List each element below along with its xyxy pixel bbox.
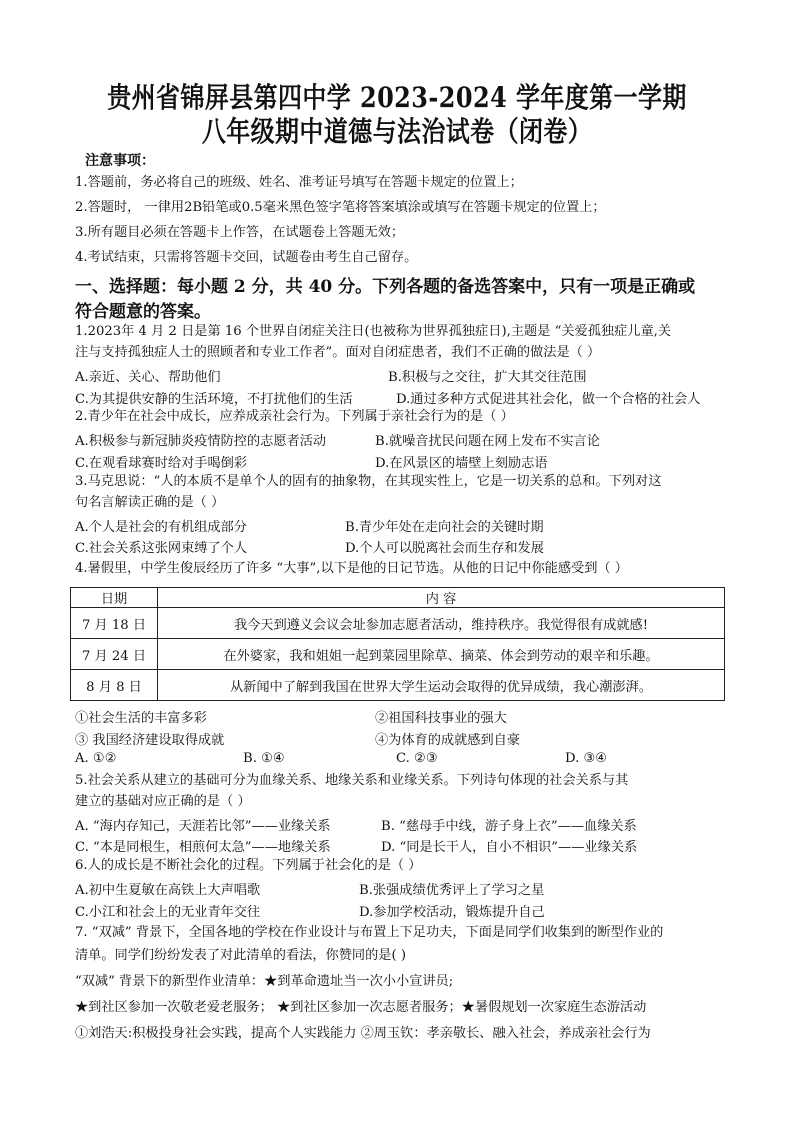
q4-option-d: D. ③④ bbox=[565, 751, 608, 766]
q7-list-line: “双减” 背景下的新型作业清单：★到革命遗址当一次小小宣讲员; bbox=[75, 974, 454, 989]
q2-option-a: A.积极参与新冠肺炎疫情防控的志愿者活动 bbox=[75, 434, 327, 449]
q5-stem-cont: 建立的基础对应正确的是（ ） bbox=[75, 794, 251, 809]
q6-option-d: D.参加学校活动，锻炼提升自己 bbox=[359, 905, 545, 920]
date-column-header: 日期 bbox=[71, 588, 158, 608]
diary-table bbox=[70, 587, 725, 701]
notice-item: 4.考试结束，只需将答题卡交回，试题卷由考生自己留存。 bbox=[75, 250, 418, 265]
q4-statement-3: ③ 我国经济建设取得成就 bbox=[75, 733, 225, 748]
table-row bbox=[71, 608, 725, 639]
q7-stem-cont: 清单。同学们纷纷发表了对此清单的看法，你赞同的是( ) bbox=[75, 948, 406, 963]
q2-stem: 2.青少年在社会中成长，应养成亲社会行为。下列属于亲社会行为的是（ ） bbox=[75, 409, 514, 424]
q1-option-d: D.通过多种方式促进其社会化，做一个合格的社会人 bbox=[396, 392, 701, 407]
table-row bbox=[71, 670, 725, 701]
q1-option-a: A.亲近、关心、帮助他们 bbox=[75, 370, 221, 385]
q7-list-line: ★到社区参加一次敬老爱老服务； ★到社区参加一次志愿者服务；★暑假规划一次家庭生态游活动 bbox=[75, 1000, 647, 1015]
q3-stem: 3.马克思说：“人的本质不是单个人的固有的抽象物，在其现实性上，它是一切关系的总和。下列对这 bbox=[75, 474, 662, 489]
q1-stem: 1.2023年 4 月 2 日是第 16 个世界自闭症关注日(也被称为世界孤独症日),主题是 “关爱孤独症儿童,关 bbox=[75, 324, 672, 339]
q5-stem: 5.社会关系从建立的基础可分为血缘关系、地缘关系和业缘关系。下列诗句体现的社会关系与其 bbox=[75, 773, 629, 788]
diary-content: 从新闻中了解到我国在世界大学生运动会取得的优异成绩，我心潮澎湃。 bbox=[158, 670, 725, 701]
q4-stem: 4.暑假里，中学生俊辰经历了许多 “大事”,以下是他的日记节选。从他的日记中你能感受到（ ） bbox=[75, 561, 628, 576]
q6-option-c: C.小江和社会上的无业青年交往 bbox=[75, 905, 261, 920]
q5-option-c: C. “本是同根生，相煎何太急”——地缘关系 bbox=[75, 840, 331, 855]
q2-option-b: B.就噪音扰民问题在网上发布不实言论 bbox=[375, 434, 600, 449]
exam-title-line1: 贵州省锦屏县第四中学 2023-2024 学年度第一学期 bbox=[107, 81, 687, 114]
q1-stem-cont: 注与支持孤独症人士的照顾者和专业工作者”。面对自闭症患者，我们不正确的做法是（ ） bbox=[75, 345, 601, 360]
q1-option-b: B.积极与之交往，扩大其交往范围 bbox=[388, 370, 587, 385]
q3-option-c: C.社会关系这张网束缚了个人 bbox=[75, 541, 248, 556]
notice-item: 1.答题前，务必将自己的班级、姓名、准考证号填写在答题卡规定的位置上； bbox=[75, 175, 523, 190]
section-heading: 一、选择题：每小题 2 分，共 40 分。下列各题的备选答案中，只有一项是正确或 bbox=[75, 277, 696, 297]
q5-option-a: A. “海内存知己，天涯若比邻”——业缘关系 bbox=[75, 819, 331, 834]
q1-option-c: C.为其提供安静的生活环境，不打扰他们的生活 bbox=[75, 392, 353, 407]
q4-statement-1: ①社会生活的丰富多彩 bbox=[75, 711, 207, 726]
content-column-header: 内 容 bbox=[158, 588, 725, 608]
table-row bbox=[71, 639, 725, 670]
diary-date: 7 月 24 日 bbox=[71, 639, 158, 670]
q3-option-b: B.青少年处在走向社会的关键时期 bbox=[345, 520, 544, 535]
exam-title-line2: 八年级期中道德与法治试卷（闭卷） bbox=[201, 115, 593, 148]
q4-statement-2: ②祖国科技事业的强大 bbox=[375, 711, 507, 726]
notice-item: 3.所有题目必须在答题卡上作答，在试题卷上答题无效； bbox=[75, 225, 405, 240]
section-heading-cont: 符合题意的答案。 bbox=[75, 302, 211, 322]
q5-option-d: D. “同是长干人，自小不相识”——业缘关系 bbox=[381, 840, 638, 855]
q4-option-c: C. ②③ bbox=[396, 751, 438, 766]
q7-view-line: ①刘浩天:积极投身社会实践，提高个人实践能力 ②周玉钦：孝亲敬长、融入社会，养成亲社会行为 bbox=[75, 1026, 651, 1041]
diary-date: 8 月 8 日 bbox=[71, 670, 158, 701]
q6-option-a: A.初中生夏敏在高铁上大声唱歌 bbox=[75, 883, 261, 898]
q2-option-c: C.在观看球赛时给对手喝倒彩 bbox=[75, 456, 248, 471]
q4-option-a: A. ①② bbox=[75, 751, 117, 766]
diary-date: 7 月 18 日 bbox=[71, 608, 158, 639]
q3-option-d: D.个人可以脱离社会而生存和发展 bbox=[345, 541, 544, 556]
notice-heading: 注意事项： bbox=[85, 153, 155, 169]
q7-stem: 7. “双减” 背景下，全国各地的学校在作业设计与布置上下足功夫，下面是同学们收集到的断型作业的 bbox=[75, 925, 664, 940]
q2-option-d: D.在风景区的墙壁上刻励志语 bbox=[375, 456, 548, 471]
diary-content: 在外婆家，我和姐姐一起到菜园里除草、摘菜、体会到劳动的艰辛和乐趣。 bbox=[158, 639, 725, 670]
q3-option-a: A.个人是社会的有机组成部分 bbox=[75, 520, 247, 535]
q3-stem-cont: 句名言解读正确的是（ ） bbox=[75, 495, 225, 510]
q5-option-b: B. “慈母手中线，游子身上衣”——血缘关系 bbox=[381, 819, 637, 834]
diary-content: 我今天到遵义会议会址参加志愿者活动，维持秩序。我觉得很有成就感! bbox=[158, 608, 725, 639]
q6-option-b: B.张强成绩优秀评上了学习之星 bbox=[359, 883, 545, 898]
diary-table-header bbox=[71, 588, 725, 608]
q4-statement-4: ④为体育的成就感到自豪 bbox=[375, 733, 521, 748]
q6-stem: 6.人的成长是不断社会化的过程。下列属于社会化的是（ ） bbox=[75, 858, 422, 873]
q4-option-b: B. ①④ bbox=[243, 751, 285, 766]
notice-item: 2.答题时， 一律用2B铅笔或0.5毫米黑色签字笔将答案填涂或填写在答题卡规定的位置上； bbox=[75, 200, 606, 215]
